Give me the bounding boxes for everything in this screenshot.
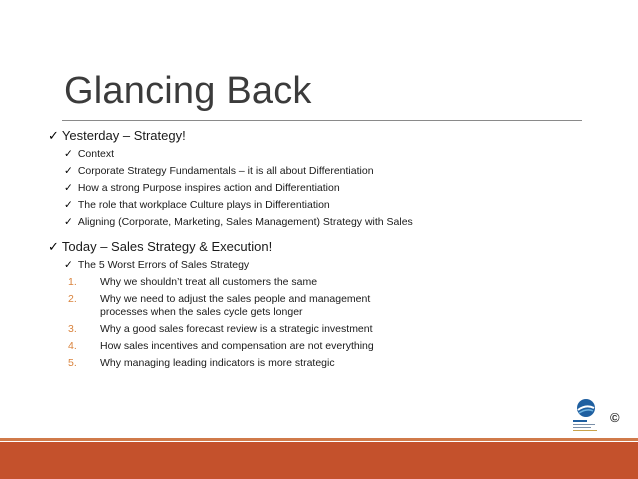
numbered-item xyxy=(68,276,468,289)
section-heading-today xyxy=(48,238,468,256)
footer-accent-line xyxy=(0,438,638,441)
list-item xyxy=(64,259,468,272)
title-divider xyxy=(62,120,582,121)
list-item-text: The role that workplace Culture plays in Differentiation xyxy=(77,199,330,211)
numbered-item-text: Why a good sales forecast review is a strategic investment xyxy=(100,323,373,335)
list-item xyxy=(64,216,468,229)
checkmark-icon: ✓ xyxy=(64,216,73,228)
list-item-text: Aligning (Corporate, Marketing, Sales Management) Strategy with Sales xyxy=(77,216,413,228)
schulich-logo xyxy=(572,396,604,436)
list-item xyxy=(64,165,468,178)
list-item-text: Corporate Strategy Fundamentals – it is all about Differentiation xyxy=(77,165,374,177)
checkmark-icon: ✓ xyxy=(64,182,73,194)
checkmark-icon: ✓ xyxy=(48,239,59,254)
slide-content xyxy=(48,127,468,374)
copyright-symbol: © xyxy=(610,410,620,425)
list-item xyxy=(64,148,468,161)
checkmark-icon: ✓ xyxy=(64,199,73,211)
checkmark-icon: ✓ xyxy=(64,148,73,160)
section-heading-yesterday xyxy=(48,127,468,145)
item-number: 2. xyxy=(68,293,77,305)
list-item-text: The 5 Worst Errors of Sales Strategy xyxy=(77,259,250,271)
numbered-item xyxy=(68,323,468,336)
numbered-item xyxy=(68,340,468,353)
section-heading-text: Yesterday – Strategy! xyxy=(61,128,186,143)
numbered-item-text: Why managing leading indicators is more strategic xyxy=(100,357,335,369)
list-item xyxy=(64,182,468,195)
slide-title: Glancing Back xyxy=(64,70,312,112)
footer-bar xyxy=(0,442,638,479)
item-number: 5. xyxy=(68,357,77,369)
section-heading-text: Today – Sales Strategy & Execution! xyxy=(61,239,273,254)
numbered-item-text: Why we need to adjust the sales people and management processes when the sales cycle gets longer xyxy=(100,293,371,318)
list-item xyxy=(64,199,468,212)
item-number: 1. xyxy=(68,276,77,288)
checkmark-icon: ✓ xyxy=(64,259,73,271)
numbered-item-text: Why we shouldn’t treat all customers the same xyxy=(100,276,318,288)
checkmark-icon: ✓ xyxy=(48,128,59,143)
list-item-text: How a strong Purpose inspires action and Differentiation xyxy=(77,182,340,194)
numbered-item-text: How sales incentives and compensation are not everything xyxy=(100,340,374,352)
item-number: 3. xyxy=(68,323,77,335)
numbered-item xyxy=(68,293,468,319)
checkmark-icon: ✓ xyxy=(64,165,73,177)
numbered-item xyxy=(68,357,468,370)
item-number: 4. xyxy=(68,340,77,352)
list-item-text: Context xyxy=(77,148,114,160)
